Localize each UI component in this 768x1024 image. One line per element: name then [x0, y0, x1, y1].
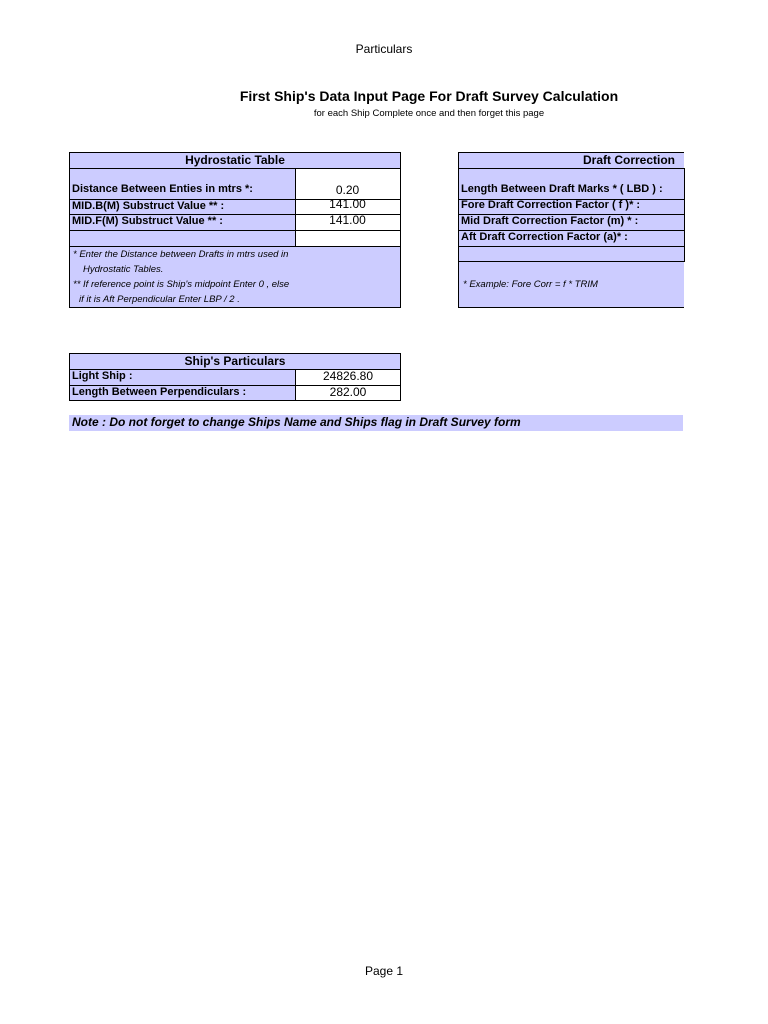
- note-bar-text: Note : Do not forget to change Ships Name and Ships flag in Draft Survey form: [72, 415, 521, 429]
- empty-input[interactable]: [295, 231, 400, 246]
- ships-particulars-table: [69, 353, 401, 401]
- mid-factor-label: Mid Draft Correction Factor (m) * :: [461, 215, 639, 227]
- draft-note: * Example: Fore Corr = f * TRIM: [463, 279, 598, 290]
- aft-factor-label: Aft Draft Correction Factor (a)* :: [461, 231, 628, 243]
- divider: [684, 169, 685, 262]
- ships-particulars-title: Ship's Particulars: [184, 354, 286, 368]
- light-ship-input[interactable]: 24826.80: [295, 370, 400, 385]
- hydro-note-2: Hydrostatic Tables.: [83, 264, 164, 275]
- page-subtitle: for each Ship Complete once and then forget this page: [313, 108, 545, 119]
- light-ship-label: Light Ship :: [72, 370, 133, 382]
- draft-correction-table: [458, 152, 684, 308]
- lbp-label: Length Between Perpendiculars :: [72, 386, 247, 398]
- mid-b-input[interactable]: 141.00: [329, 197, 366, 211]
- page-footer: Page 1: [364, 964, 404, 978]
- divider: [459, 168, 685, 169]
- page-header: Particulars: [355, 42, 413, 56]
- fore-factor-label: Fore Draft Correction Factor ( f )* :: [461, 199, 641, 211]
- hydrostatic-table-title: Hydrostatic Table: [185, 153, 285, 167]
- distance-input[interactable]: 0.20: [335, 183, 360, 197]
- mid-b-label: MID.B(M) Substruct Value ** :: [72, 200, 225, 212]
- divider: [70, 246, 400, 247]
- hydrostatic-table: [69, 152, 401, 308]
- distance-label: Distance Between Enties in mtrs *:: [72, 183, 253, 195]
- hydro-note-3: ** If reference point is Ship's midpoint Enter 0 , else: [73, 279, 290, 290]
- note-bar: [69, 415, 683, 431]
- page-title: First Ship's Data Input Page For Draft Survey Calculation: [239, 88, 619, 104]
- divider: [459, 261, 685, 262]
- mid-f-input[interactable]: 141.00: [329, 213, 366, 227]
- lbp-input[interactable]: 282.00: [295, 386, 400, 400]
- lbd-label: Length Between Draft Marks * ( LBD ) :: [461, 183, 663, 195]
- draft-correction-title: Draft Correction: [582, 153, 675, 167]
- mid-f-label: MID.F(M) Substruct Value ** :: [72, 215, 223, 227]
- divider: [459, 246, 685, 247]
- hydro-note-1: * Enter the Distance between Drafts in mtrs used in: [73, 249, 289, 260]
- hydro-note-4: if it is Aft Perpendicular Enter LBP / 2 .: [79, 294, 240, 305]
